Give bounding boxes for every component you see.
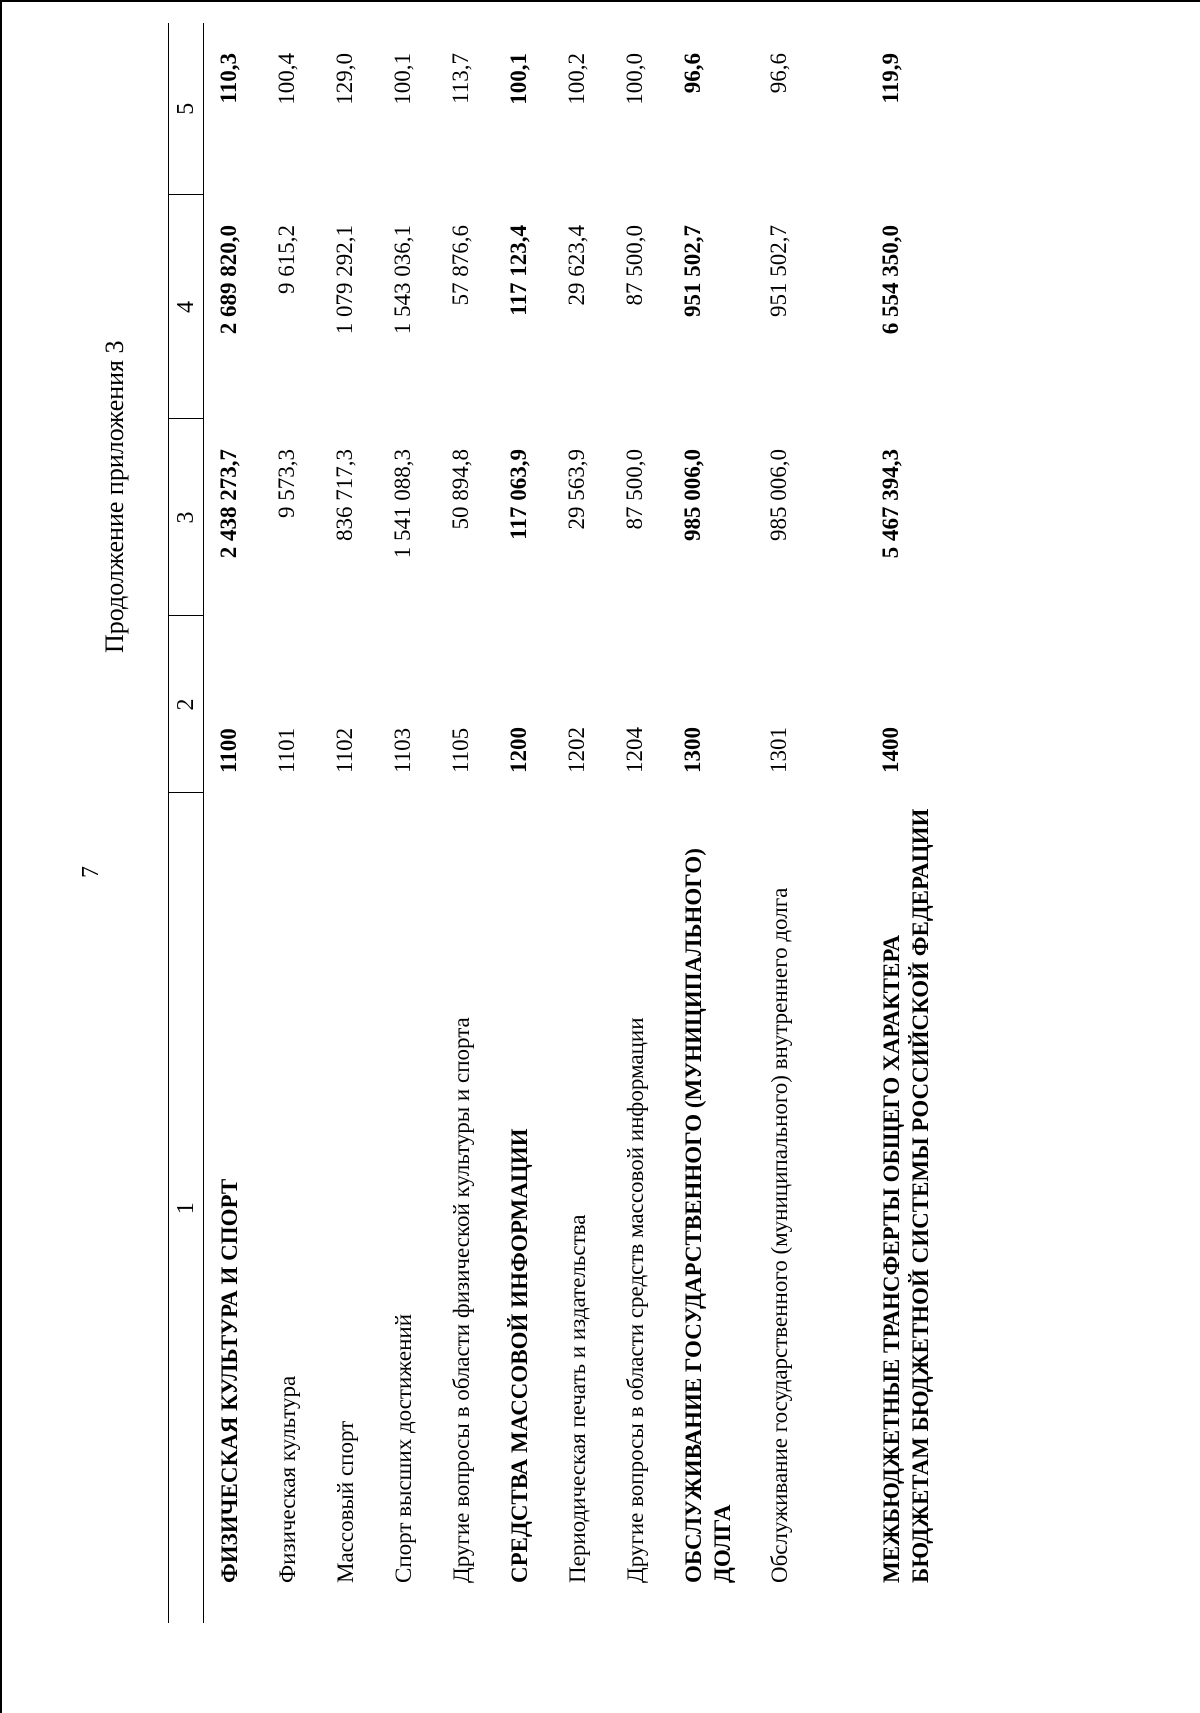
row-name: Другие вопросы в области физической культуры и спорта [449,1017,474,1583]
row-name: СРЕДСТВА МАССОВОЙ ИНФОРМАЦИИ [507,1128,532,1583]
row-value-col3: 29 563,9 [564,449,589,530]
row-value-col4: 57 876,6 [448,225,473,306]
budget-table [168,23,978,1623]
row-value-col3: 2 438 273,7 [216,449,241,559]
column-header: 2 [169,616,204,793]
row-value-col5: 96,6 [680,53,705,94]
row-value-col4: 6 554 350,0 [878,225,903,335]
row-value-col4: 1 543 036,1 [390,225,415,335]
table-row [378,23,436,1623]
row-value-col5: 100,4 [274,53,299,105]
row-code: 1105 [448,727,473,773]
table-row [866,23,978,1623]
column-header: 1 [169,793,204,1623]
row-name: Другие вопросы в области средств массовой информации [623,1017,648,1583]
table-row [320,23,378,1623]
row-value-col5: 100,1 [506,53,531,105]
row-code: 1101 [274,727,299,773]
row-value-col4: 87 500,0 [622,225,647,306]
table-row [204,23,263,1623]
page-number: 7 [78,866,104,878]
row-value-col4: 951 502,7 [680,225,705,317]
row-code: 1200 [506,727,531,773]
row-code: 1102 [332,727,357,773]
row-value-col5: 100,2 [564,53,589,105]
table-row [668,23,754,1623]
row-code: 1202 [564,727,589,773]
row-value-col5: 110,3 [216,53,241,104]
row-value-col4: 117 123,4 [506,225,531,316]
table-row [262,23,320,1623]
row-name: МЕЖБЮДЖЕТНЫЕ ТРАНСФЕРТЫ ОБЩЕГО ХАРАКТЕРА БЮДЖЕТАМ БЮДЖЕТНОЙ СИСТЕМЫ РОССИЙСКОЙ ФЕДЕРАЦИИ [879,808,933,1583]
row-value-col3: 1 541 088,3 [390,449,415,559]
row-value-col4: 951 502,7 [766,225,791,317]
row-code: 1301 [766,727,791,773]
appendix-title: Продолжение приложения 3 [100,340,129,653]
row-value-col3: 985 006,0 [766,449,791,541]
row-value-col3: 117 063,9 [506,449,531,540]
row-value-col3: 5 467 394,3 [878,449,903,559]
row-value-col4: 9 615,2 [274,225,299,294]
row-value-col5: 113,7 [448,53,473,104]
column-header: 3 [169,419,204,616]
column-header: 4 [169,195,204,419]
row-value-col3: 87 500,0 [622,449,647,530]
row-value-col3: 50 894,8 [448,449,473,530]
table-row [610,23,668,1623]
row-name: Физическая культура [275,1375,300,1583]
row-name: Спорт высших достижений [391,1313,416,1583]
row-code: 1300 [680,727,705,773]
row-name: Массовый спорт [333,1420,358,1583]
table-row [754,23,866,1623]
table-row [436,23,494,1623]
row-name: ФИЗИЧЕСКАЯ КУЛЬТУРА И СПОРТ [217,1178,242,1583]
row-value-col4: 29 623,4 [564,225,589,306]
row-name: ОБСЛУЖИВАНИЕ ГОСУДАРСТВЕННОГО (МУНИЦИПАЛЬНОГО) ДОЛГА [681,848,735,1583]
row-name: Периодическая печать и издательства [565,1214,590,1583]
table-row [494,23,552,1623]
row-code: 1100 [216,728,241,773]
column-header: 5 [169,23,204,195]
row-value-col5: 100,0 [622,53,647,105]
row-value-col4: 2 689 820,0 [216,225,241,335]
row-value-col4: 1 079 292,1 [332,225,357,335]
row-value-col3: 985 006,0 [680,449,705,541]
row-value-col3: 9 573,3 [274,449,299,518]
row-code: 1204 [622,727,647,773]
row-code: 1103 [390,727,415,773]
row-value-col5: 129,0 [332,53,357,105]
table-header-row [169,23,204,1623]
table-body [204,23,979,1623]
row-value-col5: 100,1 [390,53,415,105]
table-row [552,23,610,1623]
row-value-col3: 836 717,3 [332,449,357,541]
row-value-col5: 119,9 [878,53,903,104]
row-name: Обслуживание государственного (муниципального) внутреннего долга [767,887,792,1583]
row-value-col5: 96,6 [766,53,791,94]
row-code: 1400 [878,727,903,773]
